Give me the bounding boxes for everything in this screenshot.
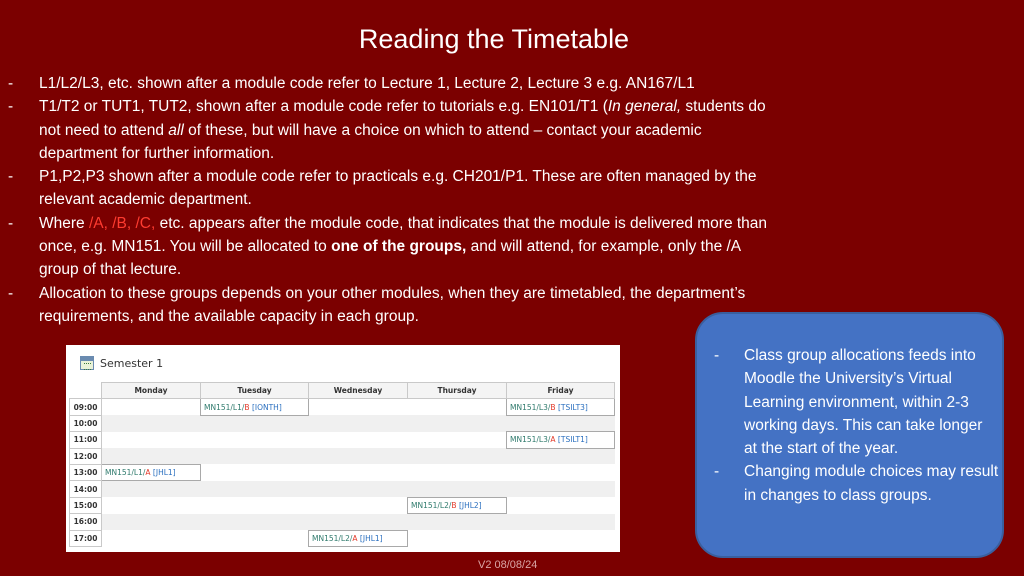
time-label: 17:00 [70,530,102,546]
bullet-emphasis: In general, [607,98,682,116]
slot [408,530,507,546]
slot [201,448,309,464]
bullet-dash: - [8,75,14,92]
room-code: [TSILT1] [555,435,588,445]
slot [102,448,201,464]
time-row [70,432,615,448]
slot [201,481,309,497]
bullet-text-a: T1/T2 or TUT1, TUT2, shown after a module code refer to tutorials e.g. EN101/T1 ( [39,98,608,116]
module-code: MN151/L3/ [510,402,551,412]
callout-list [714,344,999,507]
class-entry[interactable] [309,530,408,546]
slot [408,399,507,415]
day-header: Friday [507,383,615,399]
slot [201,514,309,530]
slot [408,464,507,480]
bullet-text-b: etc. appears after the module code, that indicates that the module is delivered more than once, e.g. MN151. You will be allocated to [39,214,768,256]
slot [507,481,615,497]
class-entry[interactable] [201,399,309,415]
day-header: Thursday [408,383,507,399]
slot [408,415,507,431]
slot [201,432,309,448]
semester-heading: Semester 1 [100,356,164,370]
slot [309,432,408,448]
callout-item-moodle [714,344,999,460]
slot [507,514,615,530]
slot [507,464,615,480]
slot [309,448,408,464]
bullet-practicals [8,165,768,212]
slot [102,497,201,513]
slot [201,464,309,480]
bullet-dash: - [8,168,14,186]
time-label: 13:00 [70,464,102,480]
module-code: MN151/L3/ [510,435,551,445]
room-code: [JHL1] [150,468,176,478]
module-code: MN151/L2/ [312,533,353,543]
group-letter: B [451,500,457,510]
slot [201,415,309,431]
module-code: MN151/L1/ [204,402,245,412]
version-label: V2 08/08/24 [478,559,538,571]
bullet-text-c: of these, but will have a choice on which to attend – contact your academic department for further information. [39,121,702,162]
group-letter: B [550,402,556,412]
time-label: 11:00 [70,432,102,448]
time-row [70,497,615,513]
bullet-tutorials [8,95,768,165]
slot [309,464,408,480]
time-row [70,448,615,464]
time-label: 16:00 [70,514,102,530]
slot [507,497,615,513]
slot [102,514,201,530]
day-header: Monday [102,383,201,399]
calendar-icon [80,356,94,370]
bullet-emphasis: all [168,121,184,139]
bullet-groups [8,212,768,282]
corner-cell [70,383,102,399]
slot [309,514,408,530]
bullet-text-a: Where [39,214,89,232]
slot [408,514,507,530]
room-code: [JHL1] [357,533,383,543]
slot [102,415,201,431]
slot [309,399,408,415]
slot [102,432,201,448]
slot [507,530,615,546]
class-entry[interactable] [102,464,201,480]
day-header: Wednesday [309,383,408,399]
time-row [70,415,615,431]
slot [408,432,507,448]
group-letter: A [145,468,151,478]
bullet-dash: - [8,98,14,116]
slot [309,497,408,513]
time-row [70,514,615,530]
time-label: 09:00 [70,399,102,415]
time-row [70,530,615,546]
slot [102,530,201,546]
bullet-lectures [8,72,768,95]
bullet-dash: - [8,214,14,232]
bullet-strong: one of the groups, [331,238,467,256]
class-entry[interactable] [507,432,615,448]
timetable-grid [69,382,615,547]
day-header-row [70,383,615,399]
day-header: Tuesday [201,383,309,399]
room-code: [IONTH] [249,402,282,412]
timetable-screenshot [66,345,620,552]
slot [201,497,309,513]
timetable-header [66,345,620,381]
slot [309,481,408,497]
class-entry[interactable] [408,497,507,513]
time-label: 15:00 [70,497,102,513]
module-code: MN151/L1/ [105,468,146,478]
slot [408,448,507,464]
bullet-text: P1,P2,P3 shown after a module code refer to practicals e.g. CH201/P1. These are often managed by the relevant academic department. [39,168,757,209]
bullet-list [8,72,768,328]
slot [201,530,309,546]
group-letter: B [244,402,250,412]
group-letter: A [352,533,358,543]
bullet-dash: - [714,463,720,481]
time-row [70,464,615,480]
slot [102,481,201,497]
bullet-dash: - [8,284,14,302]
bullet-dash: - [714,347,720,364]
callout-text: Changing module choices may result in changes to class groups. [744,463,999,504]
group-letter: A [550,435,556,445]
time-label: 10:00 [70,415,102,431]
slot [102,399,201,415]
room-code: [TSILT3] [555,402,588,412]
group-suffix-highlight: /A, /B, /C, [88,214,156,232]
slot [309,415,408,431]
bullet-allocation [8,282,768,329]
bullet-text: Allocation to these groups depends on your other modules, when they are timetabled, the department’s requirements, and the available capacity in each group. [39,284,746,325]
slot [507,415,615,431]
info-callout [695,312,1004,558]
callout-text: Class group allocations feeds into Moodle the University’s Virtual Learning environment, within 2-3 working days. This can take longer at the start of the year. [744,347,983,458]
slot [408,481,507,497]
room-code: [JHL2] [456,500,482,510]
module-code: MN151/L2/ [411,500,452,510]
time-row [70,399,615,415]
bullet-text-c: and will attend, for example, only the /A group of that lecture. [39,238,741,279]
callout-item-changes [714,460,999,507]
slot [507,448,615,464]
time-row [70,481,615,497]
page-title: Reading the Timetable [358,24,630,54]
time-label: 14:00 [70,481,102,497]
class-entry[interactable] [507,399,615,415]
bullet-text-b: students do not need to attend [39,98,766,139]
time-label: 12:00 [70,448,102,464]
bullet-text: L1/L2/L3, etc. shown after a module code refer to Lecture 1, Lecture 2, Lecture 3 e.g. AN167/L1 [39,75,695,92]
